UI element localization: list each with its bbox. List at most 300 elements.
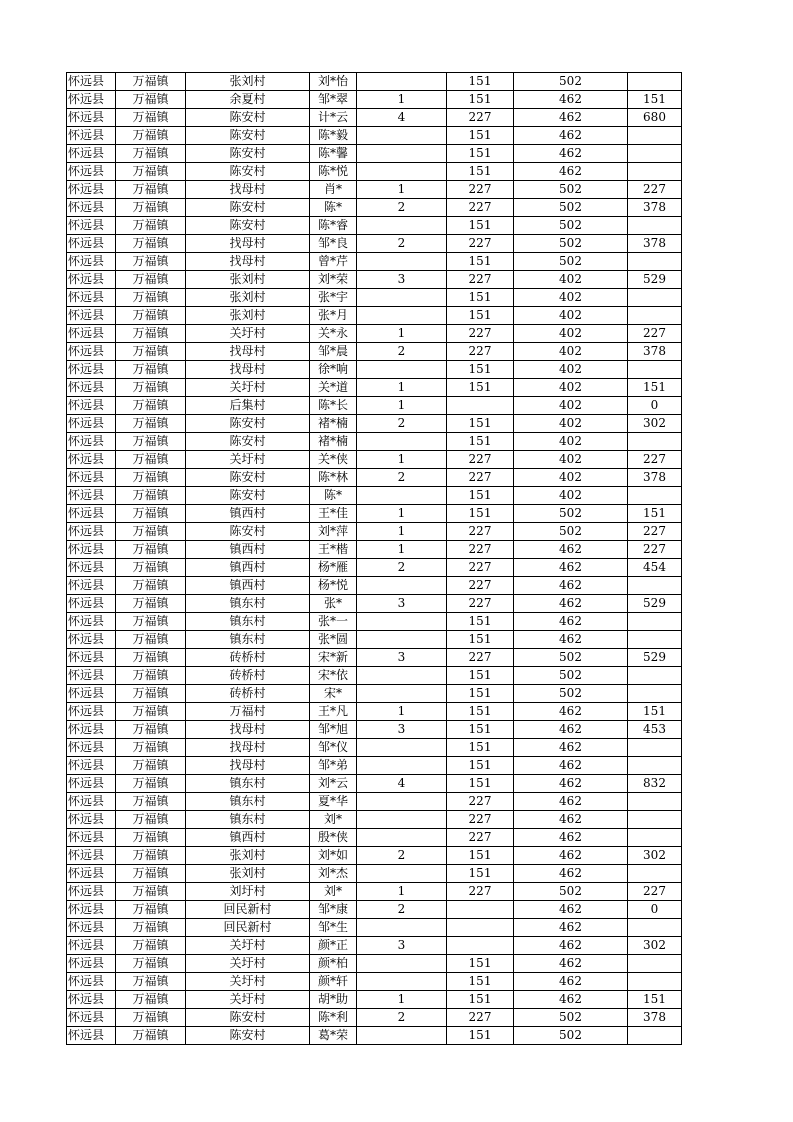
cell-amount-b: 462	[514, 145, 628, 163]
table-row	[67, 235, 682, 253]
cell-village: 砖桥村	[186, 685, 310, 703]
cell-village: 关圩村	[186, 991, 310, 1009]
cell-village: 镇西村	[186, 829, 310, 847]
cell-village: 镇西村	[186, 541, 310, 559]
table-row	[67, 73, 682, 91]
cell-county: 怀远县	[67, 451, 116, 469]
cell-subsidy	[628, 739, 682, 757]
cell-amount-a	[447, 919, 514, 937]
cell-town: 万福镇	[116, 631, 186, 649]
cell-village: 镇东村	[186, 595, 310, 613]
cell-household-count	[357, 685, 447, 703]
cell-name: 张*月	[310, 307, 357, 325]
cell-town: 万福镇	[116, 577, 186, 595]
cell-name: 刘*杰	[310, 865, 357, 883]
table-row	[67, 415, 682, 433]
cell-amount-b: 462	[514, 541, 628, 559]
cell-amount-a: 151	[447, 847, 514, 865]
cell-town: 万福镇	[116, 937, 186, 955]
cell-village: 关圩村	[186, 451, 310, 469]
cell-county: 怀远县	[67, 1027, 116, 1045]
table-row	[67, 145, 682, 163]
cell-town: 万福镇	[116, 343, 186, 361]
cell-village: 关圩村	[186, 955, 310, 973]
cell-subsidy	[628, 253, 682, 271]
cell-name: 刘*萍	[310, 523, 357, 541]
table-row	[67, 217, 682, 235]
cell-amount-a: 151	[447, 757, 514, 775]
cell-village: 余夏村	[186, 91, 310, 109]
cell-household-count: 2	[357, 415, 447, 433]
cell-household-count: 2	[357, 847, 447, 865]
cell-county: 怀远县	[67, 541, 116, 559]
cell-town: 万福镇	[116, 811, 186, 829]
cell-village: 陈安村	[186, 163, 310, 181]
cell-county: 怀远县	[67, 739, 116, 757]
cell-town: 万福镇	[116, 721, 186, 739]
cell-household-count	[357, 361, 447, 379]
cell-household-count	[357, 1027, 447, 1045]
cell-subsidy: 227	[628, 325, 682, 343]
table-row	[67, 595, 682, 613]
cell-county: 怀远县	[67, 973, 116, 991]
cell-county: 怀远县	[67, 379, 116, 397]
table-row	[67, 721, 682, 739]
cell-town: 万福镇	[116, 127, 186, 145]
cell-town: 万福镇	[116, 667, 186, 685]
cell-household-count	[357, 289, 447, 307]
table-row	[67, 505, 682, 523]
cell-amount-b: 502	[514, 523, 628, 541]
table-row	[67, 901, 682, 919]
cell-household-count: 4	[357, 109, 447, 127]
cell-amount-b: 402	[514, 487, 628, 505]
cell-county: 怀远县	[67, 613, 116, 631]
cell-amount-b: 402	[514, 343, 628, 361]
cell-subsidy: 529	[628, 271, 682, 289]
cell-amount-a: 151	[447, 145, 514, 163]
cell-amount-a: 227	[447, 343, 514, 361]
cell-town: 万福镇	[116, 73, 186, 91]
cell-subsidy: 227	[628, 181, 682, 199]
cell-name: 陈*睿	[310, 217, 357, 235]
cell-household-count	[357, 253, 447, 271]
table-row	[67, 109, 682, 127]
cell-name: 肖*	[310, 181, 357, 199]
cell-amount-a: 151	[447, 415, 514, 433]
cell-amount-b: 402	[514, 271, 628, 289]
cell-amount-b: 402	[514, 307, 628, 325]
cell-town: 万福镇	[116, 973, 186, 991]
cell-county: 怀远县	[67, 829, 116, 847]
cell-village: 张刘村	[186, 73, 310, 91]
table-row	[67, 199, 682, 217]
cell-amount-a: 151	[447, 361, 514, 379]
cell-village: 关圩村	[186, 379, 310, 397]
table-row	[67, 739, 682, 757]
cell-village: 张刘村	[186, 307, 310, 325]
cell-village: 张刘村	[186, 865, 310, 883]
cell-amount-b: 502	[514, 235, 628, 253]
cell-village: 陈安村	[186, 109, 310, 127]
cell-name: 褚*楠	[310, 433, 357, 451]
cell-village: 镇西村	[186, 559, 310, 577]
cell-household-count: 1	[357, 703, 447, 721]
cell-amount-a: 227	[447, 541, 514, 559]
cell-amount-b: 462	[514, 703, 628, 721]
cell-subsidy: 454	[628, 559, 682, 577]
cell-county: 怀远县	[67, 775, 116, 793]
cell-amount-b: 462	[514, 631, 628, 649]
cell-name: 邹*康	[310, 901, 357, 919]
cell-village: 找母村	[186, 235, 310, 253]
cell-amount-b: 462	[514, 955, 628, 973]
cell-household-count	[357, 145, 447, 163]
cell-amount-a: 227	[447, 451, 514, 469]
cell-household-count	[357, 307, 447, 325]
cell-village: 陈安村	[186, 127, 310, 145]
cell-town: 万福镇	[116, 451, 186, 469]
cell-county: 怀远县	[67, 253, 116, 271]
cell-county: 怀远县	[67, 757, 116, 775]
cell-subsidy	[628, 433, 682, 451]
cell-subsidy: 832	[628, 775, 682, 793]
cell-household-count	[357, 973, 447, 991]
cell-name: 王*楷	[310, 541, 357, 559]
cell-subsidy: 151	[628, 379, 682, 397]
cell-household-count: 4	[357, 775, 447, 793]
cell-county: 怀远县	[67, 847, 116, 865]
cell-county: 怀远县	[67, 595, 116, 613]
cell-name: 张*圆	[310, 631, 357, 649]
cell-amount-a: 151	[447, 721, 514, 739]
cell-subsidy: 529	[628, 649, 682, 667]
table-row	[67, 991, 682, 1009]
cell-village: 找母村	[186, 181, 310, 199]
cell-town: 万福镇	[116, 235, 186, 253]
cell-amount-a: 227	[447, 469, 514, 487]
table-row	[67, 181, 682, 199]
table-row	[67, 523, 682, 541]
cell-subsidy: 302	[628, 937, 682, 955]
cell-name: 陈*长	[310, 397, 357, 415]
cell-name: 颜*正	[310, 937, 357, 955]
cell-county: 怀远县	[67, 181, 116, 199]
cell-amount-a: 151	[447, 865, 514, 883]
cell-county: 怀远县	[67, 649, 116, 667]
cell-amount-a: 151	[447, 973, 514, 991]
cell-town: 万福镇	[116, 433, 186, 451]
cell-household-count: 2	[357, 901, 447, 919]
cell-amount-b: 462	[514, 937, 628, 955]
cell-amount-b: 462	[514, 811, 628, 829]
table-row	[67, 253, 682, 271]
cell-village: 张刘村	[186, 847, 310, 865]
cell-subsidy: 151	[628, 505, 682, 523]
cell-amount-b: 502	[514, 1027, 628, 1045]
cell-subsidy: 0	[628, 397, 682, 415]
cell-subsidy: 151	[628, 991, 682, 1009]
table-row	[67, 685, 682, 703]
cell-household-count: 1	[357, 883, 447, 901]
cell-name: 褚*楠	[310, 415, 357, 433]
cell-county: 怀远县	[67, 433, 116, 451]
cell-amount-b: 502	[514, 649, 628, 667]
cell-county: 怀远县	[67, 73, 116, 91]
cell-name: 杨*雁	[310, 559, 357, 577]
table-row	[67, 649, 682, 667]
cell-village: 镇西村	[186, 505, 310, 523]
cell-amount-b: 462	[514, 829, 628, 847]
cell-name: 陈*利	[310, 1009, 357, 1027]
cell-subsidy	[628, 955, 682, 973]
cell-amount-b: 462	[514, 865, 628, 883]
cell-name: 邹*良	[310, 235, 357, 253]
cell-village: 陈安村	[186, 469, 310, 487]
cell-town: 万福镇	[116, 1027, 186, 1045]
cell-amount-b: 502	[514, 217, 628, 235]
table-row	[67, 703, 682, 721]
table-row	[67, 793, 682, 811]
cell-amount-a	[447, 901, 514, 919]
table-row	[67, 91, 682, 109]
table-row	[67, 577, 682, 595]
cell-village: 陈安村	[186, 145, 310, 163]
table-row	[67, 631, 682, 649]
cell-town: 万福镇	[116, 163, 186, 181]
cell-household-count	[357, 667, 447, 685]
cell-subsidy	[628, 289, 682, 307]
cell-town: 万福镇	[116, 901, 186, 919]
cell-household-count	[357, 919, 447, 937]
cell-village: 陈安村	[186, 433, 310, 451]
cell-household-count	[357, 487, 447, 505]
table-row	[67, 469, 682, 487]
cell-amount-b: 462	[514, 739, 628, 757]
cell-amount-a: 227	[447, 181, 514, 199]
cell-household-count: 3	[357, 271, 447, 289]
cell-town: 万福镇	[116, 919, 186, 937]
cell-town: 万福镇	[116, 595, 186, 613]
cell-village: 关圩村	[186, 973, 310, 991]
cell-amount-a: 151	[447, 703, 514, 721]
cell-amount-a: 151	[447, 685, 514, 703]
cell-amount-a: 151	[447, 91, 514, 109]
cell-name: 关*永	[310, 325, 357, 343]
table-row	[67, 361, 682, 379]
cell-village: 镇东村	[186, 631, 310, 649]
data-table	[66, 72, 682, 1045]
cell-name: 宋*	[310, 685, 357, 703]
cell-village: 找母村	[186, 721, 310, 739]
cell-amount-a: 227	[447, 523, 514, 541]
cell-town: 万福镇	[116, 307, 186, 325]
cell-village: 镇东村	[186, 775, 310, 793]
cell-county: 怀远县	[67, 109, 116, 127]
cell-amount-a: 227	[447, 793, 514, 811]
cell-name: 陈*馨	[310, 145, 357, 163]
cell-amount-b: 402	[514, 415, 628, 433]
cell-amount-a: 227	[447, 325, 514, 343]
table-row	[67, 433, 682, 451]
cell-village: 找母村	[186, 757, 310, 775]
cell-county: 怀远县	[67, 289, 116, 307]
cell-amount-a: 227	[447, 271, 514, 289]
cell-amount-b: 502	[514, 685, 628, 703]
cell-county: 怀远县	[67, 145, 116, 163]
table-row	[67, 829, 682, 847]
cell-subsidy	[628, 145, 682, 163]
cell-county: 怀远县	[67, 343, 116, 361]
cell-village: 关圩村	[186, 937, 310, 955]
cell-name: 陈*林	[310, 469, 357, 487]
cell-subsidy	[628, 757, 682, 775]
cell-amount-a: 151	[447, 1027, 514, 1045]
table-row	[67, 451, 682, 469]
cell-subsidy	[628, 163, 682, 181]
cell-name: 宋*新	[310, 649, 357, 667]
cell-subsidy: 227	[628, 541, 682, 559]
cell-amount-b: 462	[514, 901, 628, 919]
cell-amount-b: 462	[514, 721, 628, 739]
cell-household-count: 1	[357, 181, 447, 199]
cell-name: 徐*响	[310, 361, 357, 379]
cell-county: 怀远县	[67, 307, 116, 325]
cell-amount-b: 402	[514, 433, 628, 451]
cell-town: 万福镇	[116, 397, 186, 415]
cell-town: 万福镇	[116, 523, 186, 541]
cell-household-count	[357, 739, 447, 757]
cell-subsidy: 227	[628, 883, 682, 901]
cell-amount-b: 402	[514, 289, 628, 307]
cell-subsidy	[628, 919, 682, 937]
cell-village: 关圩村	[186, 325, 310, 343]
cell-name: 关*侠	[310, 451, 357, 469]
cell-town: 万福镇	[116, 991, 186, 1009]
cell-village: 镇东村	[186, 811, 310, 829]
cell-town: 万福镇	[116, 559, 186, 577]
table-row	[67, 847, 682, 865]
cell-village: 陈安村	[186, 523, 310, 541]
cell-amount-b: 402	[514, 397, 628, 415]
cell-subsidy	[628, 307, 682, 325]
table-row	[67, 937, 682, 955]
cell-county: 怀远县	[67, 415, 116, 433]
cell-household-count: 2	[357, 1009, 447, 1027]
table-row	[67, 865, 682, 883]
cell-county: 怀远县	[67, 631, 116, 649]
cell-county: 怀远县	[67, 235, 116, 253]
cell-name: 邹*弟	[310, 757, 357, 775]
cell-subsidy: 227	[628, 523, 682, 541]
cell-amount-b: 462	[514, 127, 628, 145]
cell-town: 万福镇	[116, 361, 186, 379]
cell-town: 万福镇	[116, 613, 186, 631]
cell-town: 万福镇	[116, 109, 186, 127]
cell-amount-b: 502	[514, 883, 628, 901]
cell-county: 怀远县	[67, 811, 116, 829]
cell-town: 万福镇	[116, 271, 186, 289]
cell-name: 刘*荣	[310, 271, 357, 289]
cell-village: 找母村	[186, 739, 310, 757]
cell-name: 邹*翠	[310, 91, 357, 109]
cell-village: 镇西村	[186, 577, 310, 595]
cell-county: 怀远县	[67, 667, 116, 685]
cell-county: 怀远县	[67, 325, 116, 343]
cell-name: 颜*轩	[310, 973, 357, 991]
cell-amount-a: 151	[447, 163, 514, 181]
cell-amount-a: 151	[447, 379, 514, 397]
table-row	[67, 343, 682, 361]
cell-village: 张刘村	[186, 271, 310, 289]
table-row	[67, 667, 682, 685]
cell-name: 陈*	[310, 199, 357, 217]
cell-household-count: 1	[357, 397, 447, 415]
cell-amount-b: 462	[514, 559, 628, 577]
cell-amount-b: 462	[514, 163, 628, 181]
cell-county: 怀远县	[67, 163, 116, 181]
cell-household-count: 2	[357, 235, 447, 253]
cell-village: 找母村	[186, 253, 310, 271]
cell-name: 关*道	[310, 379, 357, 397]
cell-household-count	[357, 217, 447, 235]
cell-village: 镇东村	[186, 793, 310, 811]
cell-household-count	[357, 127, 447, 145]
table-row	[67, 775, 682, 793]
cell-subsidy	[628, 361, 682, 379]
cell-household-count: 3	[357, 649, 447, 667]
cell-county: 怀远县	[67, 199, 116, 217]
cell-amount-b: 402	[514, 361, 628, 379]
cell-household-count	[357, 433, 447, 451]
cell-name: 刘*	[310, 811, 357, 829]
cell-household-count: 1	[357, 541, 447, 559]
table-row	[67, 613, 682, 631]
cell-household-count: 2	[357, 559, 447, 577]
cell-town: 万福镇	[116, 145, 186, 163]
cell-town: 万福镇	[116, 217, 186, 235]
cell-amount-b: 502	[514, 199, 628, 217]
cell-town: 万福镇	[116, 1009, 186, 1027]
cell-subsidy: 378	[628, 199, 682, 217]
cell-name: 邹*旭	[310, 721, 357, 739]
cell-name: 张*一	[310, 613, 357, 631]
cell-county: 怀远县	[67, 469, 116, 487]
cell-town: 万福镇	[116, 505, 186, 523]
cell-name: 邹*仪	[310, 739, 357, 757]
cell-village: 砖桥村	[186, 667, 310, 685]
cell-amount-a: 151	[447, 73, 514, 91]
cell-subsidy	[628, 1027, 682, 1045]
cell-subsidy: 302	[628, 847, 682, 865]
cell-amount-b: 462	[514, 991, 628, 1009]
cell-subsidy: 0	[628, 901, 682, 919]
cell-town: 万福镇	[116, 379, 186, 397]
cell-name: 殷*侠	[310, 829, 357, 847]
cell-name: 王*佳	[310, 505, 357, 523]
table-row	[67, 1027, 682, 1045]
table-row	[67, 919, 682, 937]
cell-subsidy	[628, 973, 682, 991]
cell-subsidy: 378	[628, 343, 682, 361]
cell-name: 陈*毅	[310, 127, 357, 145]
cell-county: 怀远县	[67, 1009, 116, 1027]
cell-amount-a	[447, 397, 514, 415]
table-row	[67, 811, 682, 829]
cell-amount-b: 462	[514, 595, 628, 613]
cell-county: 怀远县	[67, 487, 116, 505]
cell-amount-a: 151	[447, 991, 514, 1009]
